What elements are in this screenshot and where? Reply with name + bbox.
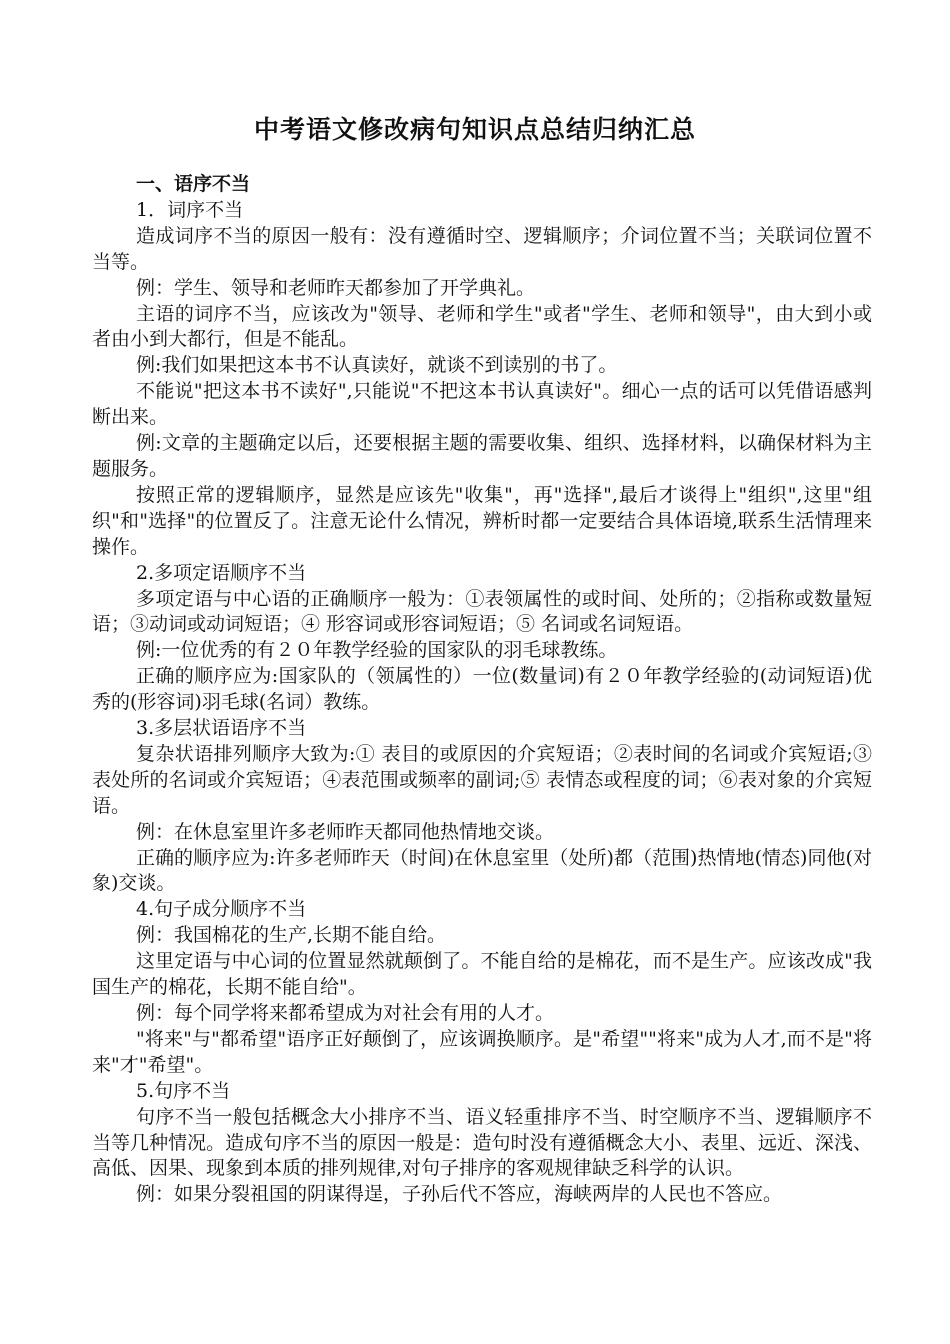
paragraph: 造成词序不当的原因一般有：没有遵循时空、逻辑顺序；介词位置不当；关联词位置不当等。 (92, 224, 872, 273)
paragraph: 句序不当一般包括概念大小排序不当、语义轻重排序不当、时空顺序不当、逻辑顺序不当等几种情况。造成句序不当的原因一般是：造句时没有遵循概念大小、表里、远近、深浅、高低、因果、现象到本质的排列规律,对句子排序的客观规律缺乏科学的认识。 (92, 1105, 872, 1180)
paragraph: 按照正常的逻辑顺序，显然是应该先"收集"，再"选择",最后才谈得上"组织",这里"组织"和"选择"的位置反了。注意无论什么情况，辨析时都一定要结合具体语境,联系生活情理来操作。 (92, 483, 872, 558)
paragraph: 例：如果分裂祖国的阴谋得逞，子孙后代不答应，海峡两岸的人民也不答应。 (136, 1183, 783, 1206)
paragraph: 例：学生、领导和老师昨天都参加了开学典礼。 (136, 276, 536, 299)
paragraph: 3.多层状语语序不当 (136, 717, 307, 740)
paragraph: 复杂状语排列顺序大致为:① 表目的或原因的介宾短语；②表时间的名词或介宾短语;③ 表处所的名词或介宾短语；④表范围或频率的副词;⑤ 表情态或程度的词；⑥表对象的介宾短语。 (92, 742, 872, 817)
paragraph: 例:文章的主题确定以后，还要根据主题的需要收集、组织、选择材料，以确保材料为主题服务。 (92, 432, 872, 480)
paragraph: 1．词序不当 (136, 198, 244, 221)
page-title: 中考语文修改病句知识点总结归纳汇总 (253, 115, 696, 144)
paragraph: 正确的顺序应为:国家队的（领属性的）一位(数量词)有２０年教学经验的(动词短语)优秀的(形容词)羽毛球(名词）教练。 (92, 665, 872, 714)
paragraph: 多项定语与中心语的正确顺序一般为：①表领属性的或时间、处所的；②指称或数量短语；③动词或动词短语；④ 形容词或形容词短语；⑤ 名词或名词短语。 (92, 587, 872, 636)
document-body (92, 172, 872, 1208)
paragraph: 5.句序不当 (136, 1079, 231, 1102)
section-heading: 一、语序不当 (136, 173, 251, 195)
paragraph: 例：我国棉花的生产,长期不能自给。 (136, 924, 447, 947)
paragraph: 例：在休息室里许多老师昨天都同他热情地交谈。 (136, 820, 555, 843)
paragraph: 主语的词序不当，应该改为"领导、老师和学生"或者"学生、老师和领导"，由大到小或者由小到大都行，但是不能乱。 (92, 302, 872, 351)
paragraph: 不能说"把这本书不读好",只能说"不把这本书认真读好"。细心一点的话可以凭借语感判断出来。 (92, 380, 872, 429)
paragraph: 正确的顺序应为:许多老师昨天（时间)在休息室里（处所)都（范围)热情地(情态)同他(对象)交谈。 (92, 846, 872, 895)
paragraph: 例:一位优秀的有２０年教学经验的国家队的羽毛球教练。 (136, 639, 618, 662)
paragraph: 2.多项定语顺序不当 (136, 561, 307, 584)
paragraph: 4.句子成分顺序不当 (136, 898, 307, 921)
paragraph: 例:我们如果把这本书不认真读好，就谈不到读别的书了。 (136, 354, 618, 377)
paragraph: 这里定语与中心词的位置显然就颠倒了。不能自给的是棉花，而不是生产。应该改成"我国生产的棉花，长期不能自给"。 (92, 950, 872, 999)
paragraph: 例：每个同学将来都希望成为对社会有用的人才。 (136, 1002, 555, 1024)
paragraph: "将来"与"都希望"语序正好颠倒了，应该调换顺序。是"希望""将来"成为人才,而不是"将来"才"希望"。 (92, 1027, 872, 1076)
